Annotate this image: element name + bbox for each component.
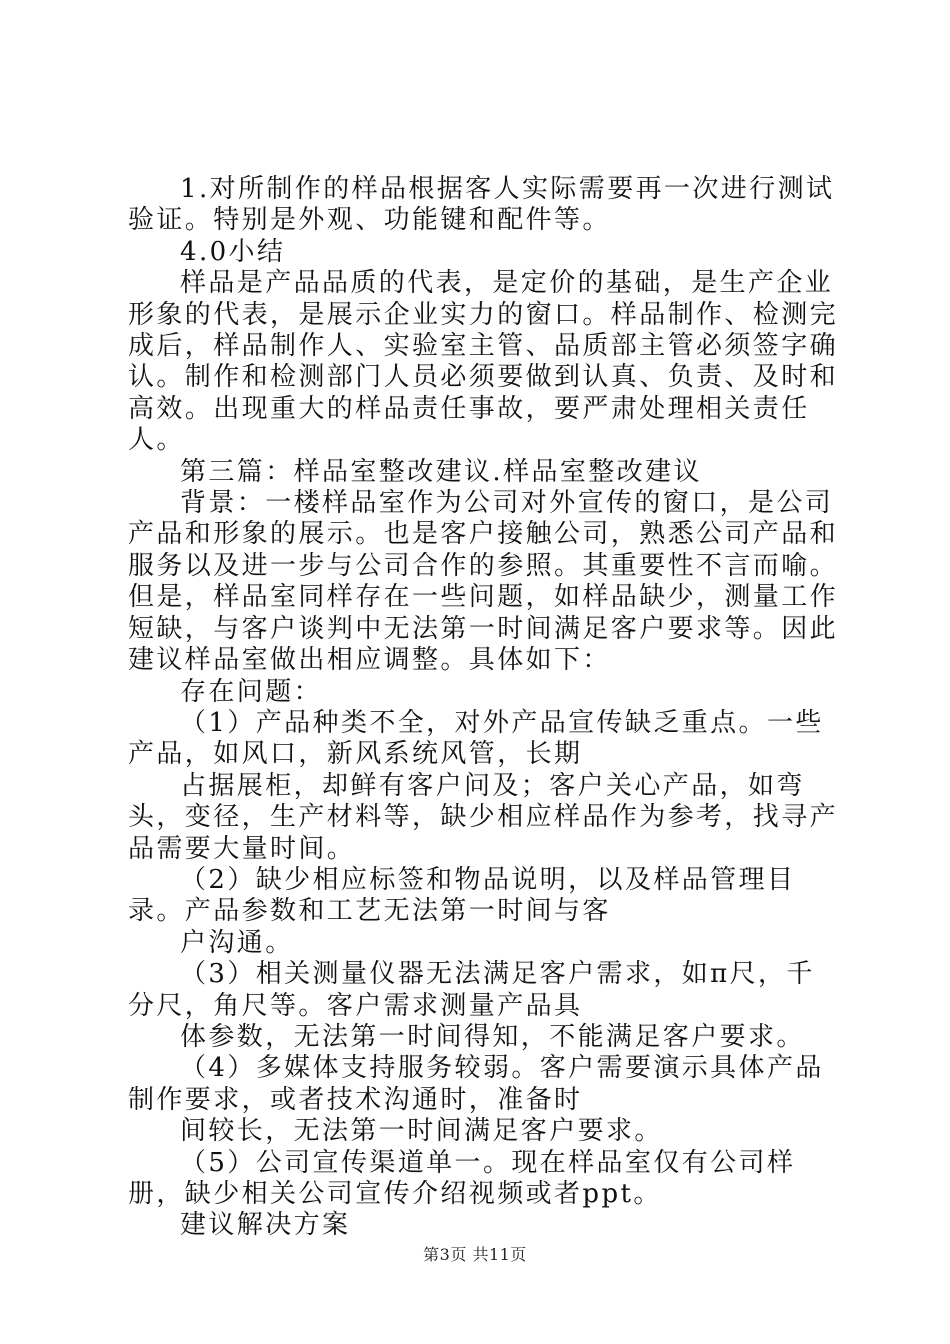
document-body xyxy=(128,174,840,1242)
problem-1-first-part: （1）产品种类不全，对外产品宣传缺乏重点。一些产品，如风口，新风系统风管，长期 xyxy=(128,707,824,770)
heading-suggested-solutions: 建议解决方案 xyxy=(180,1210,351,1241)
section-heading-summary: 4.0小结 xyxy=(180,236,286,267)
paragraph-verification: 1.对所制作的样品根据客人实际需要再一次进行测试验证。特别是外观、功能键和配件等。 xyxy=(128,174,835,236)
paragraph-background: 背景：一楼样品室作为公司对外宣传的窗口，是公司产品和形象的展示。也是客户接触公司，熟悉公司产品和服务以及进一步与公司合作的参照。其重要性不言而喻。但是，样品室同样存在一些问题，如样品缺少，测量工作短缺，与客户谈判中无法第一时间满足客户要求等。因此建议样品室做出相应调整。具体如下： xyxy=(128,488,839,676)
problem-2-second-part: 户沟通。 xyxy=(180,927,294,958)
paragraph-summary: 样品是产品品质的代表，是定价的基础，是生产企业形象的代表，是展示企业实力的窗口。样品制作、检测完成后，样品制作人、实验室主管、品质部主管必须签字确认。制作和检测部门人员必须要做到认真、负责、及时和高效。出现重大的样品责任事故，要严肃处理相关责任人。 xyxy=(128,268,839,456)
problem-3-first-part: （3）相关测量仪器无法满足客户需求，如π尺，千分尺，角尺等。客户需求测量产品具 xyxy=(128,959,815,1021)
problem-4-second-part: 间较长，无法第一时间满足客户要求。 xyxy=(180,1116,663,1147)
problem-1-second-part: 占据展柜，却鲜有客户问及；客户关心产品，如弯头，变径，生产材料等，缺少相应样品作为参考，找寻产品需要大量时间。 xyxy=(128,770,839,864)
problem-5: （5）公司宣传渠道单一。现在样品室仅有公司样册，缺少相关公司宣传介绍视频或者ppt。 xyxy=(128,1147,796,1209)
page-number-footer: 第3页 共11页 xyxy=(423,1245,527,1264)
problem-4-first-part: （4）多媒体支持服务较弱。客户需要演示具体产品制作要求，或者技术沟通时，准备时 xyxy=(128,1053,824,1115)
chapter-title: 第三篇：样品室整改建议.样品室整改建议 xyxy=(180,456,702,487)
problem-2-first-part: （2）缺少相应标签和物品说明，以及样品管理目录。产品参数和工艺无法第一时间与客 xyxy=(128,864,796,927)
problem-3-second-part: 体参数，无法第一时间得知，不能满足客户要求。 xyxy=(180,1021,805,1052)
heading-existing-problems: 存在问题： xyxy=(180,676,323,707)
